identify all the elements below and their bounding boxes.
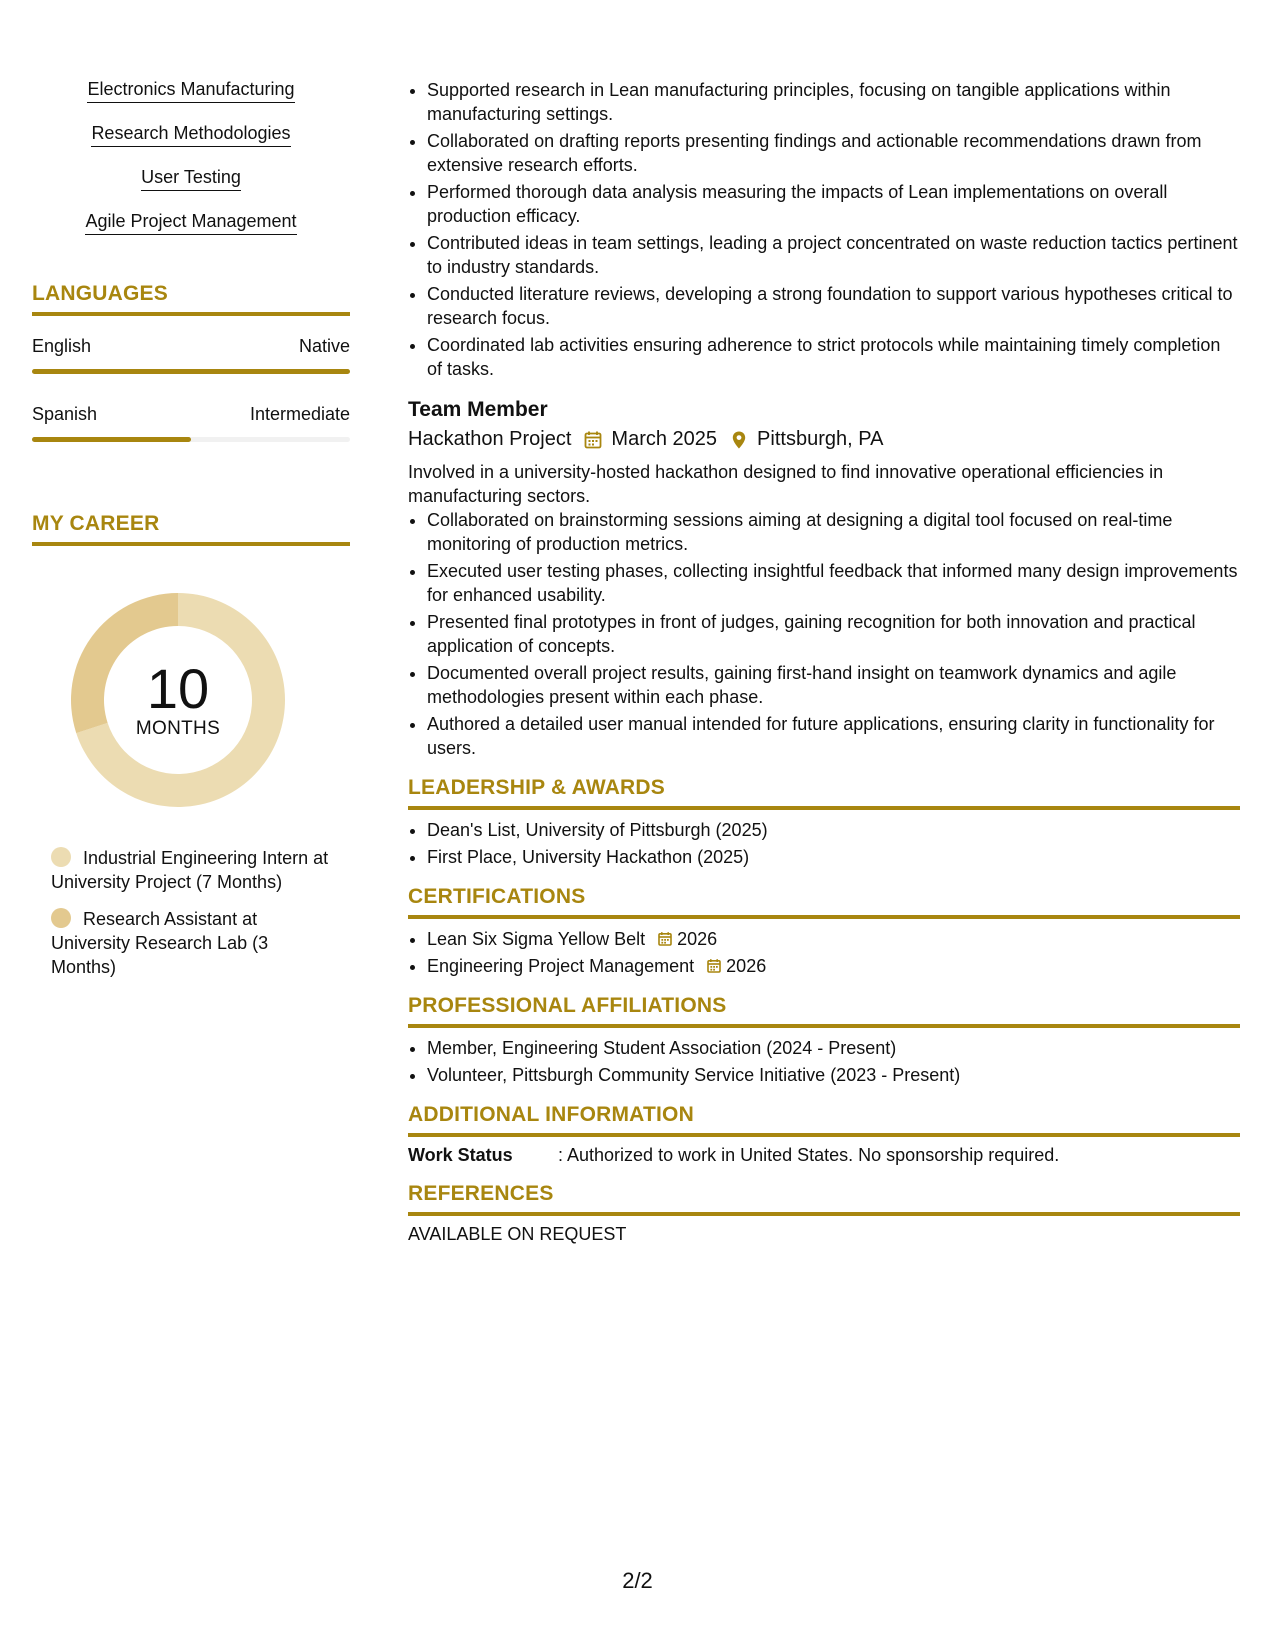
career-legend <box>32 846 331 979</box>
language-entry <box>32 336 350 374</box>
calendar-icon <box>583 430 603 450</box>
list-item: • Authored a detailed user manual intended for future applications, ensuring clarity in functionality for users. <box>427 712 1240 760</box>
list-item: • Collaborated on drafting reports presenting findings and actionable recommendations drawn from extensive research efforts. <box>427 129 1240 177</box>
job-meta <box>408 428 1240 451</box>
skills-list <box>32 78 350 254</box>
job-bullets <box>408 508 1240 760</box>
work-status-label: Work Status <box>408 1145 513 1165</box>
affiliations-heading: PROFESSIONAL AFFILIATIONS <box>408 994 1240 1028</box>
languages-heading: LANGUAGES <box>32 282 350 316</box>
list-item: • Volunteer, Pittsburgh Community Service Initiative (2023 - Present) <box>427 1063 1240 1087</box>
language-level: Native <box>298 336 350 356</box>
list-item: • Member, Engineering Student Association (2024 - Present) <box>427 1036 1240 1060</box>
list-item: • First Place, University Hackathon (2025) <box>427 845 1240 869</box>
main-content <box>408 78 1240 1245</box>
certification-year: 2026 <box>677 929 718 949</box>
language-proficiency-fill <box>32 437 191 442</box>
location-pin-icon <box>729 430 749 450</box>
legend-swatch <box>51 847 71 867</box>
legend-label: Research Assistant at University Research Lab (3 Months) <box>51 909 269 977</box>
career-chart <box>32 566 350 816</box>
list-item: • Executed user testing phases, collecting insightful feedback that informed many design improvements for enhanced usability. <box>427 559 1240 607</box>
affiliations-list <box>408 1036 1240 1087</box>
list-item: • Contributed ideas in team settings, leading a project concentrated on waste reduction tactics pertinent to industry standards. <box>427 231 1240 279</box>
job-date: March 2025 <box>611 428 718 450</box>
list-item: • Collaborated on brainstorming sessions aiming at designing a digital tool focused on real-time monitoring of production metrics. <box>427 508 1240 556</box>
experience-bullets <box>408 78 1240 381</box>
certifications-list <box>408 927 1240 978</box>
list-item: • Documented overall project results, gaining first-hand insight on teamwork dynamics and agile methodologies present within each phase. <box>427 661 1240 709</box>
legend-item <box>51 846 331 894</box>
language-proficiency-fill <box>32 369 350 374</box>
list-item <box>427 954 1240 978</box>
language-proficiency-bar <box>32 437 350 442</box>
skill-item: Agile Project Management <box>85 210 296 235</box>
list-item: • Coordinated lab activities ensuring adherence to strict protocols while maintaining timely completion of tasks. <box>427 333 1240 381</box>
work-status-value: : Authorized to work in United States. No sponsorship required. <box>558 1145 1060 1165</box>
career-heading: MY CAREER <box>32 512 350 546</box>
certification-year: 2026 <box>726 956 767 976</box>
language-proficiency-bar <box>32 369 350 374</box>
references-heading: REFERENCES <box>408 1182 1240 1216</box>
calendar-icon <box>657 931 673 947</box>
skill-item: User Testing <box>141 166 241 191</box>
skill-item: Electronics Manufacturing <box>87 78 294 103</box>
skill-item: Research Methodologies <box>91 122 290 147</box>
job-title: Team Member <box>408 398 548 421</box>
references-text: AVAILABLE ON REQUEST <box>408 1224 627 1244</box>
list-item: • Conducted literature reviews, developing a strong foundation to support various hypotheses critical to research focus. <box>427 282 1240 330</box>
list-item: • Performed thorough data analysis measuring the impacts of Lean implementations on overall production efficacy. <box>427 180 1240 228</box>
list-item: • Supported research in Lean manufacturing principles, focusing on tangible applications within manufacturing settings. <box>427 78 1240 126</box>
list-item: • Dean's List, University of Pittsburgh (2025) <box>427 818 1240 842</box>
additional-info-heading: ADDITIONAL INFORMATION <box>408 1103 1240 1137</box>
certifications-heading: CERTIFICATIONS <box>408 885 1240 919</box>
language-name: Spanish <box>32 404 98 424</box>
awards-list <box>408 818 1240 869</box>
page-number: 2/2 <box>622 1568 653 1593</box>
sidebar <box>32 78 350 992</box>
certification-name: Engineering Project Management <box>427 956 695 976</box>
legend-label: Industrial Engineering Intern at University Project (7 Months) <box>51 848 329 892</box>
legend-item <box>51 907 331 979</box>
list-item: • Presented final prototypes in front of judges, gaining recognition for both innovation and practical application of concepts. <box>427 610 1240 658</box>
language-level: Intermediate <box>249 404 350 424</box>
certification-name: Lean Six Sigma Yellow Belt <box>427 929 646 949</box>
job-location: Pittsburgh, PA <box>757 428 884 450</box>
list-item <box>427 927 1240 951</box>
language-name: English <box>32 336 92 356</box>
career-total-number: 10 <box>146 657 210 720</box>
job-organization: Hackathon Project <box>408 428 572 450</box>
awards-heading: LEADERSHIP & AWARDS <box>408 776 1240 810</box>
work-status-row <box>408 1145 1240 1166</box>
language-entry <box>32 404 350 442</box>
legend-swatch <box>51 908 71 928</box>
career-total-unit: MONTHS <box>135 718 221 739</box>
job-description: Involved in a university-hosted hackathon designed to find innovative operational efficiencies in manufacturing sectors. <box>408 462 1164 506</box>
calendar-icon <box>706 958 722 974</box>
